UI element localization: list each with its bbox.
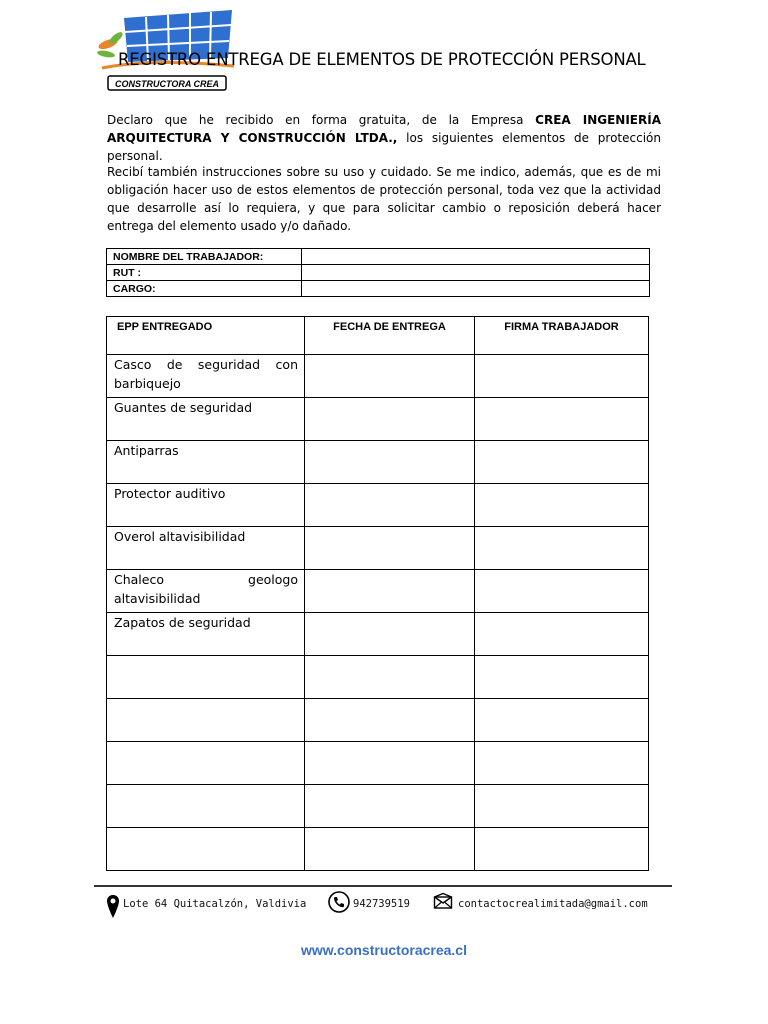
signature-cell[interactable] [475,570,649,613]
intro-paragraph-1: Declaro que he recibido en forma gratuita, de la Empresa CREA INGENIERÍA ARQUITECTURA Y CONSTRUCCIÓN LTDA., los siguientes elementos de protección personal. [107,113,661,163]
phone-icon [328,891,350,913]
table-row [107,484,649,527]
epp-header-date: FECHA DE ENTREGA [305,317,475,355]
worker-row-name [107,249,650,265]
date-cell[interactable] [305,656,475,699]
signature-cell[interactable] [475,398,649,441]
footer-address: Lote 64 Quitacalzón, Valdivia [123,898,307,910]
epp-item: Zapatos de seguridad [107,613,305,656]
signature-cell[interactable] [475,527,649,570]
date-cell[interactable] [305,398,475,441]
date-cell[interactable] [305,570,475,613]
table-row [107,570,649,613]
epp-item: Antiparras [107,441,305,484]
epp-item[interactable] [107,656,305,699]
table-row [107,613,649,656]
epp-item[interactable] [107,699,305,742]
worker-cargo-label: CARGO: [107,281,302,297]
date-cell[interactable] [305,527,475,570]
mail-icon [433,892,453,910]
signature-cell[interactable] [475,828,649,871]
worker-cargo-field[interactable] [302,281,650,297]
table-row [107,355,649,398]
signature-cell[interactable] [475,441,649,484]
company-name: CREA INGENIERÍA ARQUITECTURA Y CONSTRUCCIÓN LTDA., [107,113,661,145]
footer-website-link[interactable]: www.constructoracrea.cl [301,942,467,958]
footer-phone: 942739519 [353,898,410,910]
epp-header-row [107,317,649,355]
worker-rut-field[interactable] [302,265,650,281]
date-cell[interactable] [305,742,475,785]
epp-item: Overol altavisibilidad [107,527,305,570]
epp-item: Protector auditivo [107,484,305,527]
date-cell[interactable] [305,441,475,484]
epp-table [106,316,649,871]
table-row [107,398,649,441]
epp-item[interactable] [107,828,305,871]
table-row [107,656,649,699]
footer-email[interactable]: contactocrealimitada@gmail.com [458,898,648,910]
date-cell[interactable] [305,828,475,871]
signature-cell[interactable] [475,484,649,527]
epp-item: Chaleco geologo altavisibilidad [107,570,305,613]
epp-item[interactable] [107,742,305,785]
date-cell[interactable] [305,699,475,742]
signature-cell[interactable] [475,613,649,656]
signature-cell[interactable] [475,742,649,785]
logo-text: CONSTRUCTORA CREA [114,79,220,89]
epp-header-signature: FIRMA TRABAJADOR [475,317,649,355]
worker-row-cargo [107,281,650,297]
table-row [107,828,649,871]
signature-cell[interactable] [475,699,649,742]
signature-cell[interactable] [475,785,649,828]
signature-cell[interactable] [475,656,649,699]
date-cell[interactable] [305,613,475,656]
worker-info-table [106,248,650,297]
table-row [107,527,649,570]
table-row [107,742,649,785]
worker-rut-label: RUT : [107,265,302,281]
worker-row-rut [107,265,650,281]
date-cell[interactable] [305,785,475,828]
page-title: REGISTRO ENTREGA DE ELEMENTOS DE PROTECCIÓN PERSONAL [118,50,646,69]
date-cell[interactable] [305,484,475,527]
epp-header-item: EPP ENTREGADO [107,317,305,355]
worker-name-field[interactable] [302,249,650,265]
location-pin-icon [106,894,120,920]
table-row [107,441,649,484]
footer-divider [94,885,672,887]
worker-name-label: NOMBRE DEL TRABAJADOR: [107,249,302,265]
table-row [107,785,649,828]
signature-cell[interactable] [475,355,649,398]
epp-item: Guantes de seguridad [107,398,305,441]
epp-item[interactable] [107,785,305,828]
date-cell[interactable] [305,355,475,398]
epp-item: Casco de seguridad con barbiquejo [107,355,305,398]
table-row [107,699,649,742]
intro-paragraph-2: Recibí también instrucciones sobre su uso y cuidado. Se me indico, además, que es de mi obligación hacer uso de estos elementos de protección personal, toda vez que la actividad que desarrolle así lo requiera, y que para solicitar cambio o reposición deberá hacer entrega del elemento usado y/o dañado. [107,165,661,233]
